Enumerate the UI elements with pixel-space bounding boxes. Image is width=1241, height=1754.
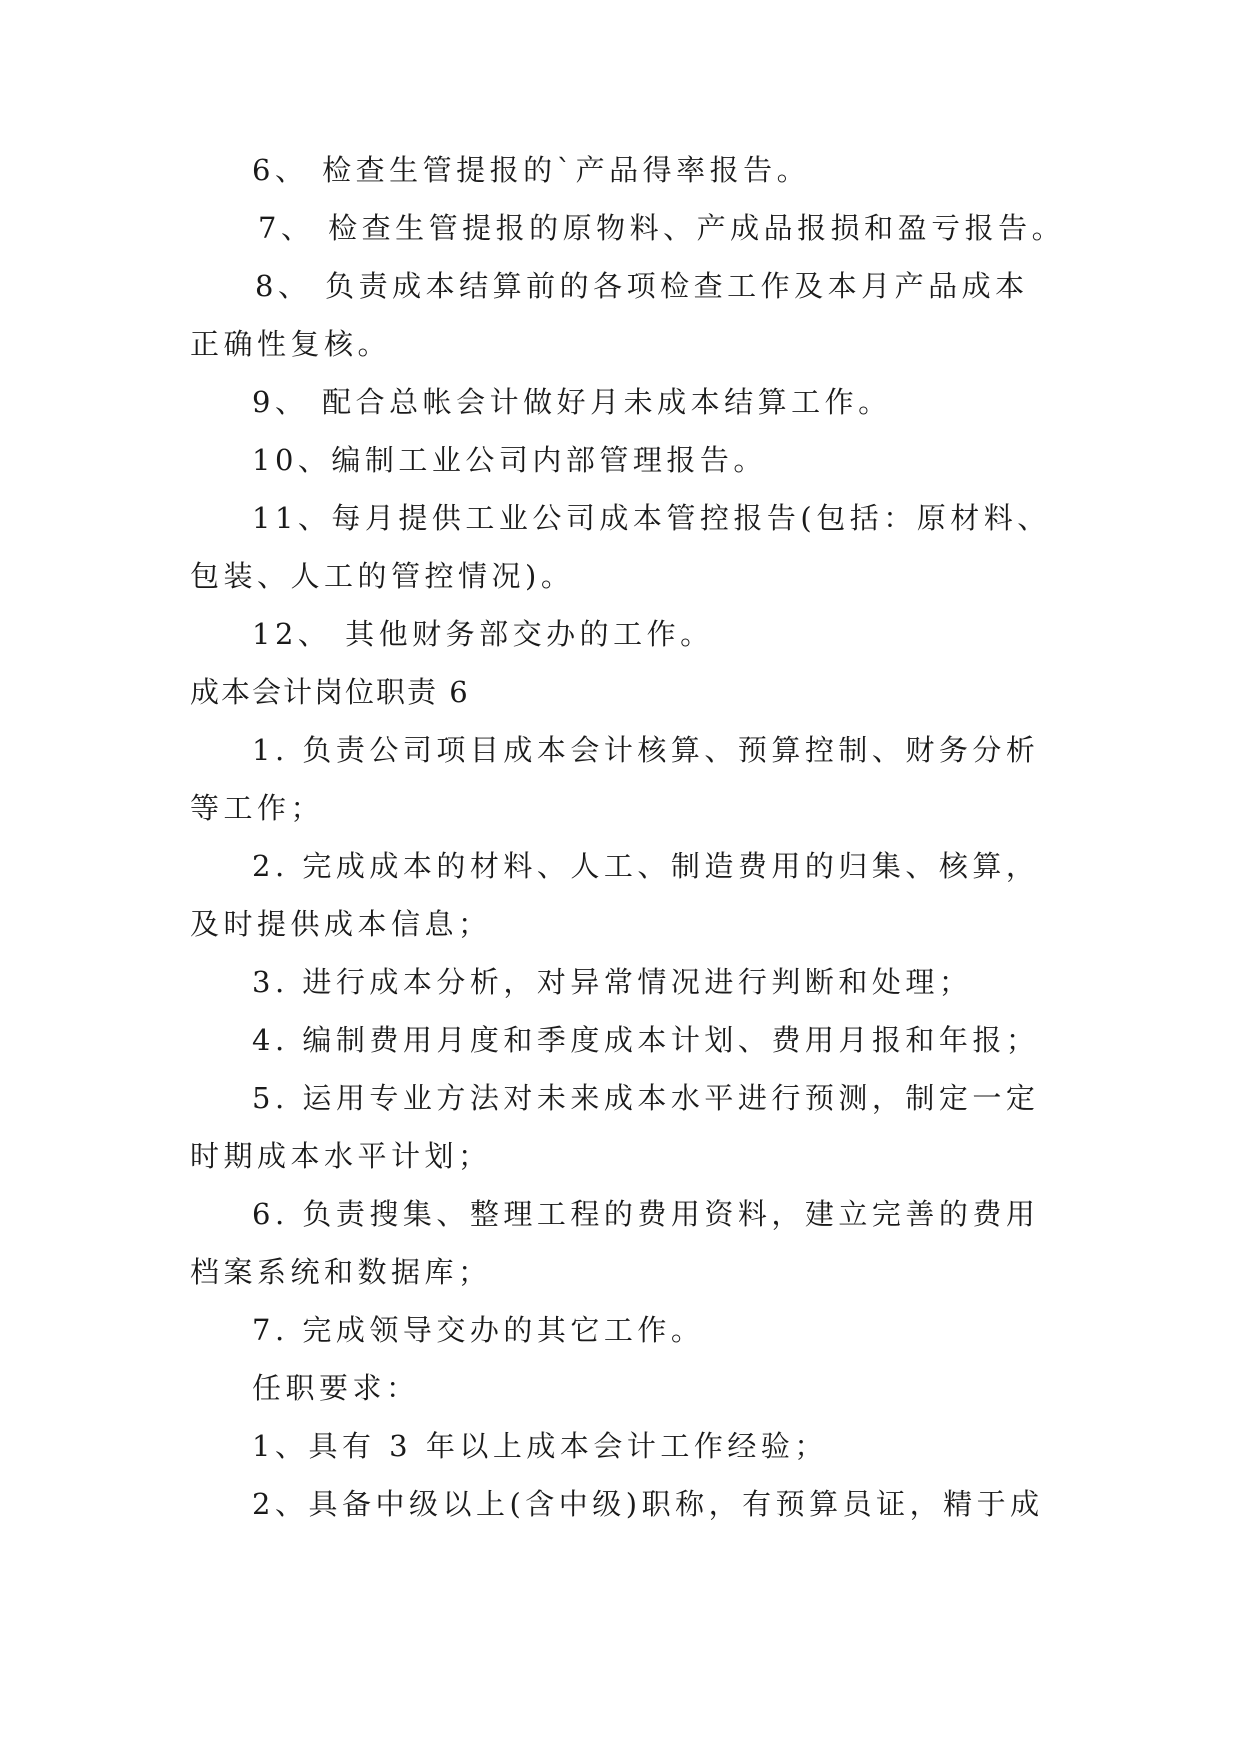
text-line: 4. 编制费用月度和季度成本计划、费用月报和年报； [252,1023,1040,1057]
text-line: 7、 检查生管提报的原物料、产成品报损和盈亏报告。 [258,211,1066,245]
text-line: 6. 负责搜集、整理工程的费用资料，建立完善的费用 [252,1197,1040,1231]
text-line: 档案系统和数据库； [190,1255,492,1289]
text-line: 任职要求： [252,1371,420,1405]
text-line: 11、每月提供工业公司成本管控报告(包括：原材料、 [252,501,1051,535]
text-line: 10、编制工业公司内部管理报告。 [252,443,767,477]
text-line: 2、具备中级以上(含中级)职称，有预算员证，精于成 [252,1487,1044,1521]
text-line: 12、 其他财务部交办的工作。 [252,617,714,651]
text-line: 6、 检查生管提报的`产品得率报告。 [252,153,811,187]
text-line: 1. 负责公司项目成本会计核算、预算控制、财务分析 [252,733,1040,767]
text-line: 5. 运用专业方法对未来成本水平进行预测，制定一定 [252,1081,1040,1115]
text-line: 9、 配合总帐会计做好月未成本结算工作。 [252,385,892,419]
text-line: 等工作； [190,791,325,825]
text-line: 1、具有 3 年以上成本会计工作经验； [252,1429,828,1463]
text-line: 包装、人工的管控情况)。 [190,559,575,593]
text-line: 及时提供成本信息； [190,907,492,941]
text-line: 2. 完成成本的材料、人工、制造费用的归集、核算， [252,849,1040,883]
text-line: 7. 完成领导交办的其它工作。 [252,1313,705,1347]
text-line: 正确性复核。 [190,327,392,361]
section-heading: 成本会计岗位职责 6 [190,675,470,709]
text-line: 8、 负责成本结算前的各项检查工作及本月产品成本 [255,269,1029,303]
text-line: 3. 进行成本分析，对异常情况进行判断和处理； [252,965,973,999]
text-line: 时期成本水平计划； [190,1139,492,1173]
